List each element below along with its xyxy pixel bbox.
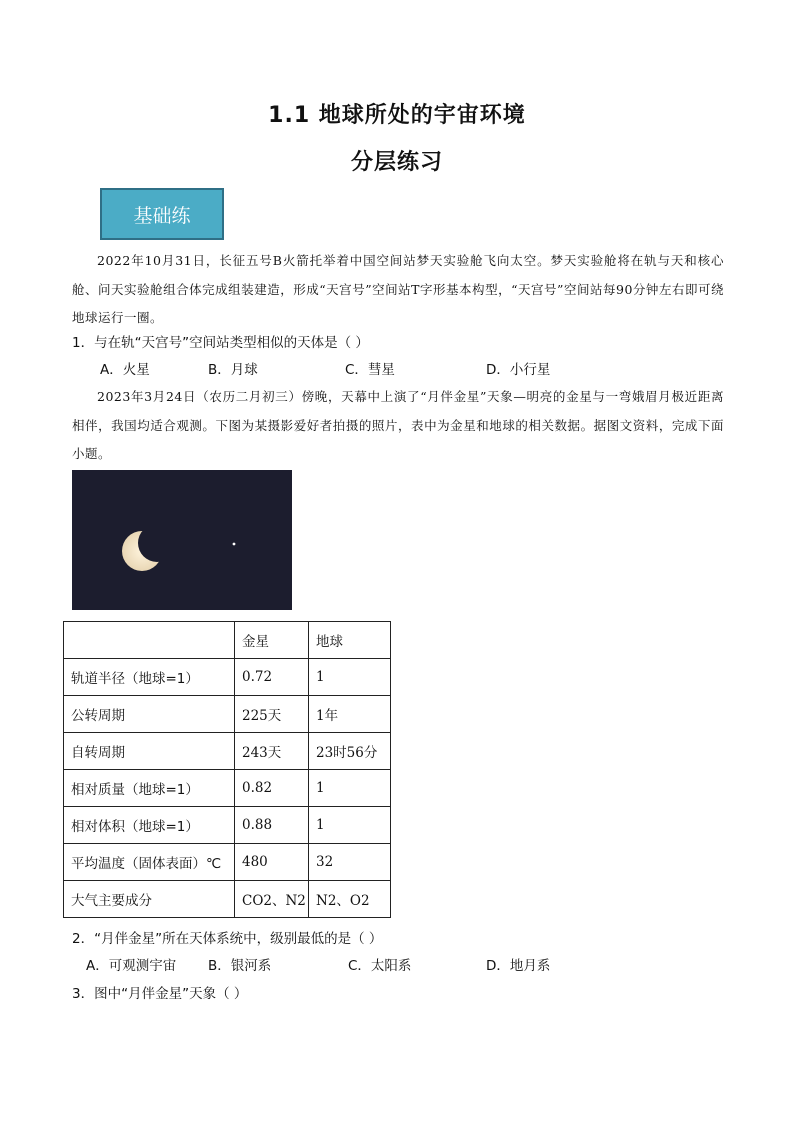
table-cell: 1年 bbox=[309, 696, 391, 733]
table-row bbox=[64, 807, 391, 844]
question-1-option-a[interactable]: A．火星 bbox=[100, 362, 150, 378]
question-2-option-c[interactable]: C．太阳系 bbox=[348, 958, 412, 974]
table-cell: 相对体积（地球=1） bbox=[64, 807, 235, 844]
table-cell: 0.88 bbox=[235, 807, 309, 844]
table-cell: 平均温度（固体表面）℃ bbox=[64, 844, 235, 881]
table-row bbox=[64, 659, 391, 696]
table-cell: 1 bbox=[309, 807, 391, 844]
passage-1: 2022年10月31日，长征五号B火箭托举着中国空间站梦天实验舱飞向太空。梦天实验舱将在轨与天和核心舱、问天实验舱组合体完成组装建造，形成“天宫号”空间站T字形基本构型，“天宫号”空间站每90分钟左右即可绕地球运行一圈。 bbox=[72, 253, 724, 325]
question-1-option-c[interactable]: C．彗星 bbox=[345, 362, 395, 378]
venus-earth-table bbox=[63, 621, 391, 918]
table-cell: 23时56分 bbox=[309, 733, 391, 770]
question-1-option-d[interactable]: D．小行星 bbox=[486, 362, 551, 378]
question-2-stem: 2．“月伴金星”所在天体系统中，级别最低的是（ ） bbox=[72, 931, 383, 947]
table-row bbox=[64, 696, 391, 733]
table-cell: 轨道半径（地球=1） bbox=[64, 659, 235, 696]
table-cell: 243天 bbox=[235, 733, 309, 770]
table-header-row bbox=[64, 622, 391, 659]
table-cell: 大气主要成分 bbox=[64, 881, 235, 918]
table-row bbox=[64, 844, 391, 881]
page-subtitle: 分层练习 bbox=[350, 150, 443, 175]
page-title: 1.1 地球所处的宇宙环境 bbox=[268, 103, 526, 128]
question-1-stem: 1．与在轨“天宫号”空间站类型相似的天体是（ ） bbox=[72, 335, 369, 351]
table-cell: 公转周期 bbox=[64, 696, 235, 733]
table-header-cell bbox=[64, 622, 235, 659]
crescent-moon-venus-icon bbox=[72, 470, 292, 610]
table-row bbox=[64, 770, 391, 807]
table-cell: 相对质量（地球=1） bbox=[64, 770, 235, 807]
table-row bbox=[64, 881, 391, 918]
passage-2: 2023年3月24日（农历二月初三）傍晚，天幕中上演了“月伴金星”天象—明亮的金星与一弯娥眉月极近距离相伴，我国均适合观测。下图为某摄影爱好者拍摄的照片，表中为金星和地球的相关数据。据图文资料，完成下面小题。 bbox=[72, 389, 724, 461]
table-cell: 480 bbox=[235, 844, 309, 881]
table-cell: 225天 bbox=[235, 696, 309, 733]
question-3-stem: 3．图中“月伴金星”天象（ ） bbox=[72, 986, 248, 1002]
table-cell: 0.82 bbox=[235, 770, 309, 807]
moon-venus-photo bbox=[72, 470, 292, 610]
question-2-option-a[interactable]: A．可观测宇宙 bbox=[86, 958, 177, 974]
table-cell: 1 bbox=[309, 659, 391, 696]
table-cell: 32 bbox=[309, 844, 391, 881]
table-cell: 0.72 bbox=[235, 659, 309, 696]
question-2-option-b[interactable]: B．银河系 bbox=[208, 958, 272, 974]
table-cell: 自转周期 bbox=[64, 733, 235, 770]
table-header-cell: 地球 bbox=[309, 622, 391, 659]
question-2-option-d[interactable]: D．地月系 bbox=[486, 958, 551, 974]
question-1-option-b[interactable]: B．月球 bbox=[208, 362, 258, 378]
section-badge: 基础练 bbox=[100, 188, 224, 240]
table-cell: N2、O2 bbox=[309, 881, 391, 918]
table-cell: CO2、N2 bbox=[235, 881, 309, 918]
table-header-cell: 金星 bbox=[235, 622, 309, 659]
table-cell: 1 bbox=[309, 770, 391, 807]
table-row bbox=[64, 733, 391, 770]
